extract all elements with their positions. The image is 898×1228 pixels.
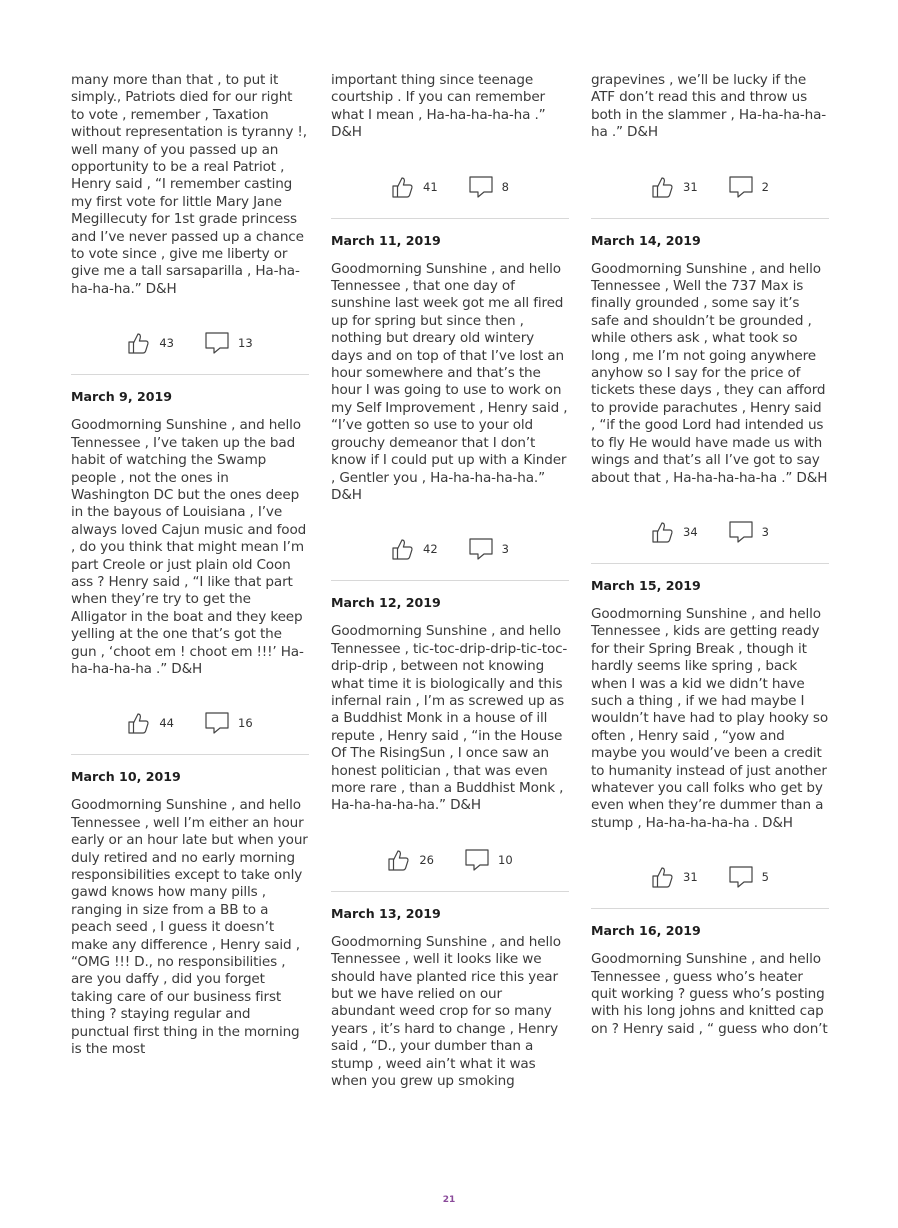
post-text: important thing since teenage courtship . If you can remember what I mean , Ha-ha-ha-ha-ha .” D&H (331, 72, 546, 141)
like-count: 44 (159, 716, 174, 731)
comment-icon (728, 865, 754, 889)
comment-count: 2 (761, 179, 769, 194)
divider (71, 754, 309, 755)
post-date: March 14, 2019 (591, 232, 701, 248)
comment-count: 16 (238, 716, 253, 731)
post-text: Goodmorning Sunshine , and hello Tennessee , kids are getting ready for their Spring Break , though it hardly seems like spring , back when I was a kid we didn’t have such a thing , if we had maybe I wouldn’t have had to play hooky so often , Henry said , “yow and maybe you would’ve been a credit to humanity instead of just another whatever you call folks who get by even when they’re dummer than a stump , Ha-ha-ha-ha-ha . D&H (591, 605, 828, 831)
like-count: 26 (419, 852, 434, 867)
like-count: 31 (683, 870, 698, 885)
comment-button[interactable] (204, 711, 253, 735)
post-text: Goodmorning Sunshine , and hello Tennessee , well I’m either an hour early or an hour late but when your duly retired and no early morning responsibilities except to take only gawd knows how many pills , ranging in size from a BB to a peach seed , I guess it doesn’t make any difference , Henry said , “OMG !!! D., no responsibilities , are you daffy , did you forget taking care of our business first thing ? staying regular and punctual first thing in the morning is the most (71, 797, 308, 1058)
comment-icon (204, 711, 230, 735)
post-stats (331, 845, 569, 875)
comment-count: 5 (761, 870, 769, 885)
divider (591, 563, 829, 564)
comment-icon (468, 537, 494, 561)
like-count: 42 (423, 542, 438, 557)
comment-count: 13 (238, 336, 253, 351)
column-1 (71, 72, 309, 1058)
divider (331, 580, 569, 581)
comment-icon (468, 175, 494, 199)
comment-icon (204, 331, 230, 355)
comment-button[interactable] (204, 331, 253, 355)
like-button[interactable] (391, 537, 438, 561)
thumbs-up-icon (127, 711, 151, 735)
thumbs-up-icon (391, 537, 415, 561)
like-button[interactable] (651, 520, 698, 544)
like-count: 41 (423, 179, 438, 194)
post-date: March 10, 2019 (71, 769, 181, 785)
divider (71, 374, 309, 375)
post-text: Goodmorning Sunshine , and hello Tennessee , guess who’s heater quit working ? guess who’s posting with his long johns and knitted cap on ? Henry said , “ guess who don’t (591, 951, 828, 1037)
divider (591, 218, 829, 219)
post-date: March 9, 2019 (71, 389, 173, 405)
post-stats (331, 534, 569, 564)
comment-button[interactable] (468, 175, 509, 199)
post-text: Goodmorning Sunshine , and hello Tennessee , Well the 737 Max is finally grounded , some say it’s safe and shouldn’t be grounded , while others ask , what took so long , me I’m not going anywhere anyhow so I say for the price of tickets these days , they can afford to provide parachutes , Henry said , “if the good Lord had intended us to fly He would have made us with wings and that’s all I’ve got to say about that , Ha-ha-ha-ha-ha .” D&H (591, 260, 828, 486)
post-text: many more than that , to put it simply., Patriots died for our right to vote , remember , Taxation without representation is tyranny !, well many of you passed up an opportunity to be a real Patriot , Henry said , “I remember casting my first vote for little Mary Jane Megillecuty for 1st grade princess and I’ve never passed up a chance to vote since , give me liberty or give me a tall sarsaparilla , Ha-ha-ha-ha-ha.” D&H (71, 72, 307, 297)
like-button[interactable] (391, 175, 438, 199)
post-text: Goodmorning Sunshine , and hello Tennessee , well it looks like we should have planted rice this year but we have relied on our abundant weed crop for so many years , it’s hard to change , Henry said , “D., your dumber than a stump , weed ain’t what it was when you grew up smoking (331, 933, 561, 1090)
comment-icon (464, 848, 490, 872)
like-count: 31 (683, 179, 698, 194)
divider (331, 891, 569, 892)
thumbs-up-icon (391, 175, 415, 199)
like-button[interactable] (387, 848, 434, 872)
comment-button[interactable] (468, 537, 509, 561)
page-number: 21 (442, 1195, 456, 1205)
post-text: grapevines , we’ll be lucky if the ATF don’t read this and throw us both in the slammer , Ha-ha-ha-ha-ha .” D&H (591, 72, 827, 141)
comment-count: 8 (501, 179, 509, 194)
like-button[interactable] (651, 175, 698, 199)
thumbs-up-icon (127, 331, 151, 355)
post-stats (591, 172, 829, 202)
divider (331, 218, 569, 219)
comment-button[interactable] (728, 520, 769, 544)
comment-icon (728, 175, 754, 199)
comment-button[interactable] (464, 848, 513, 872)
comment-count: 3 (501, 542, 509, 557)
divider (591, 908, 829, 909)
post-date: March 11, 2019 (331, 232, 441, 248)
post-date: March 16, 2019 (591, 923, 701, 939)
comment-button[interactable] (728, 175, 769, 199)
comment-count: 3 (761, 524, 769, 539)
post-text: Goodmorning Sunshine , and hello Tennessee , tic-toc-drip-drip-tic-toc-drip-drip , between not knowing what time it is biologically and this infernal rain , I’m as screwed up as a Buddhist Monk in a house of ill repute , Henry said , “in the House Of The RisingSun , I once saw an honest politician , that was even more rare , than a Buddhist Monk , Ha-ha-ha-ha-ha.” D&H (331, 623, 568, 814)
comment-count: 10 (498, 852, 513, 867)
like-button[interactable] (651, 865, 698, 889)
comment-button[interactable] (728, 865, 769, 889)
like-button[interactable] (127, 711, 174, 735)
like-count: 43 (159, 336, 174, 351)
post-stats (71, 708, 309, 738)
thumbs-up-icon (651, 175, 675, 199)
thumbs-up-icon (651, 520, 675, 544)
thumbs-up-icon (387, 848, 411, 872)
like-count: 34 (683, 524, 698, 539)
post-stats (71, 328, 309, 358)
post-text: Goodmorning Sunshine , and hello Tennessee , that one day of sunshine last week got me all fired up for spring but since then , nothing but dreary old wintery days and on top of that I’ve lost an hour somewhere and that’s the hour I was going to use to work on my Self Improvement , Henry said , “I’ve gotten so use to your old grouchy demeanor that I don’t know if I could put up with a Kinder , Gentler you , Ha-ha-ha-ha-ha.” D&H (331, 260, 568, 503)
post-text: Goodmorning Sunshine , and hello Tennessee , I’ve taken up the bad habit of watching the Swamp people , not the ones in Washington DC but the ones deep in the bayous of Louisiana , I’ve always loved Cajun music and food , do you think that might mean I’m part Creole or just plain old Coon ass ? Henry said , “I like that part when they’re try to get the Alligator in the boat and they keep yelling at the one that’s got the gun , ‘choot em ! choot em !!!’ Ha-ha-ha-ha-ha .” D&H (71, 417, 307, 677)
post-stats (331, 172, 569, 202)
column-2 (331, 72, 569, 1090)
post-stats (591, 862, 829, 892)
post-date: March 13, 2019 (331, 905, 441, 921)
thumbs-up-icon (651, 865, 675, 889)
comment-icon (728, 520, 754, 544)
post-stats (591, 517, 829, 547)
post-date: March 15, 2019 (591, 577, 701, 593)
column-3 (591, 72, 829, 1038)
post-date: March 12, 2019 (331, 595, 441, 611)
like-button[interactable] (127, 331, 174, 355)
